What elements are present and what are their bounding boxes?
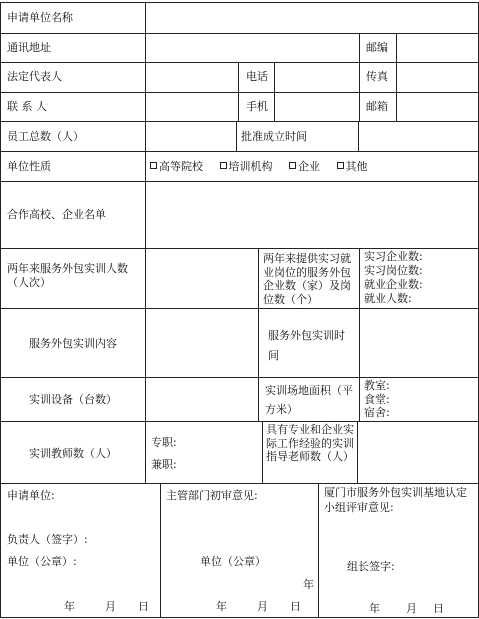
dept-date: 年 月 日 bbox=[216, 600, 301, 613]
internship-stat: 就业人数: bbox=[364, 292, 412, 305]
responsible-label: 负责人（签字）: bbox=[7, 533, 88, 546]
approved-date-label: 批准成立时间 bbox=[241, 130, 307, 143]
grid-line bbox=[359, 33, 360, 122]
unit-type-options bbox=[150, 160, 381, 173]
internship-stat: 实习企业数: bbox=[364, 250, 423, 263]
content-label: 服务外包实训内容 bbox=[29, 337, 117, 350]
dept-seal-label: 单位（公章） bbox=[200, 555, 266, 568]
grid-line bbox=[236, 121, 237, 152]
grid-line bbox=[0, 151, 479, 152]
grid-line bbox=[238, 62, 239, 122]
rooms-list bbox=[364, 379, 390, 420]
fulltime-label: 专职: bbox=[151, 436, 177, 449]
grid-line bbox=[258, 248, 259, 422]
option-enterprise[interactable]: 企业 bbox=[289, 160, 320, 173]
mobile-label: 手机 bbox=[246, 100, 268, 113]
grid-line bbox=[160, 483, 161, 618]
grid-line bbox=[0, 2, 479, 3]
internship-label: 两年来提供实习就业岗位的服务外包企业数（家）及岗位数（个） bbox=[263, 252, 351, 306]
checkbox-icon[interactable] bbox=[150, 162, 157, 169]
applicant-name-label: 申请单位名称 bbox=[7, 11, 73, 24]
dept-year-label: 年 bbox=[303, 578, 314, 591]
grid-line bbox=[0, 181, 479, 182]
time-label: 服务外包实训时间 bbox=[268, 329, 345, 362]
fax-label: 传真 bbox=[366, 70, 388, 83]
checkbox-icon[interactable] bbox=[220, 162, 227, 169]
committee-date: 年 月 日 bbox=[369, 602, 444, 615]
internship-stat: 实习岗位数: bbox=[364, 264, 423, 277]
phone-label: 电话 bbox=[246, 70, 268, 83]
grid-line bbox=[0, 92, 479, 93]
legal-rep-label: 法定代表人 bbox=[7, 70, 62, 83]
parttime-label: 兼职: bbox=[151, 458, 177, 471]
unit-type-label: 单位性质 bbox=[7, 160, 51, 173]
contact-label: 联 系 人 bbox=[7, 100, 47, 113]
equipment-label: 实训设备（台数） bbox=[29, 393, 117, 406]
room-item: 食堂: bbox=[364, 392, 390, 406]
grid-line bbox=[0, 617, 479, 618]
grid-line bbox=[0, 62, 479, 63]
grid-line bbox=[0, 421, 479, 422]
grid-line bbox=[262, 421, 263, 484]
room-item: 教室: bbox=[364, 379, 390, 392]
postcode-label: 邮编 bbox=[366, 41, 388, 54]
grid-line bbox=[0, 308, 479, 309]
grid-line bbox=[274, 62, 275, 122]
grid-line bbox=[0, 121, 479, 122]
teachers-label: 实训教师数（人） bbox=[29, 447, 117, 460]
grid-line bbox=[358, 121, 359, 152]
option-other[interactable]: 其他 bbox=[337, 160, 368, 173]
internship-stats bbox=[364, 250, 423, 306]
grid-line bbox=[0, 2, 1, 618]
grid-line bbox=[359, 248, 360, 422]
internship-stat: 就业企业数: bbox=[364, 278, 423, 291]
checkbox-icon[interactable] bbox=[337, 162, 344, 169]
grid-line bbox=[145, 2, 146, 484]
email-label: 邮箱 bbox=[366, 100, 388, 113]
grid-line bbox=[318, 483, 319, 618]
instructors-label: 具有专业和企业实际工作经验的实训指导老师数（人） bbox=[266, 423, 354, 463]
address-label: 通讯地址 bbox=[7, 41, 51, 54]
checkbox-icon[interactable] bbox=[289, 162, 296, 169]
grid-line bbox=[357, 421, 358, 484]
trainees-label: 两年来服务外包实训人数（人次） bbox=[7, 262, 128, 289]
unit-seal-label: 单位（公章）: bbox=[7, 555, 77, 568]
dept-opinion-label: 主管部门初审意见: bbox=[166, 489, 258, 502]
room-item: 宿舍: bbox=[364, 406, 390, 419]
leader-sign-label: 组长签字: bbox=[347, 560, 395, 573]
grid-line bbox=[0, 33, 479, 34]
grid-line bbox=[396, 33, 397, 122]
option-university[interactable]: 高等院校 bbox=[150, 160, 203, 173]
grid-line bbox=[0, 248, 479, 249]
sign-applicant-label: 申请单位: bbox=[7, 489, 55, 502]
area-label: 实训场地面积（平方米） bbox=[265, 384, 353, 416]
grid-line bbox=[0, 483, 479, 484]
applicant-date: 年 月 日 bbox=[64, 600, 149, 613]
committee-label: 厦门市服务外包实训基地认定小组评审意见: bbox=[324, 486, 467, 514]
option-training-org[interactable]: 培训机构 bbox=[220, 160, 273, 173]
partner-label: 合作高校、企业名单 bbox=[7, 208, 106, 221]
staff-count-label: 员工总数（人） bbox=[7, 130, 84, 143]
grid-line bbox=[0, 377, 479, 378]
